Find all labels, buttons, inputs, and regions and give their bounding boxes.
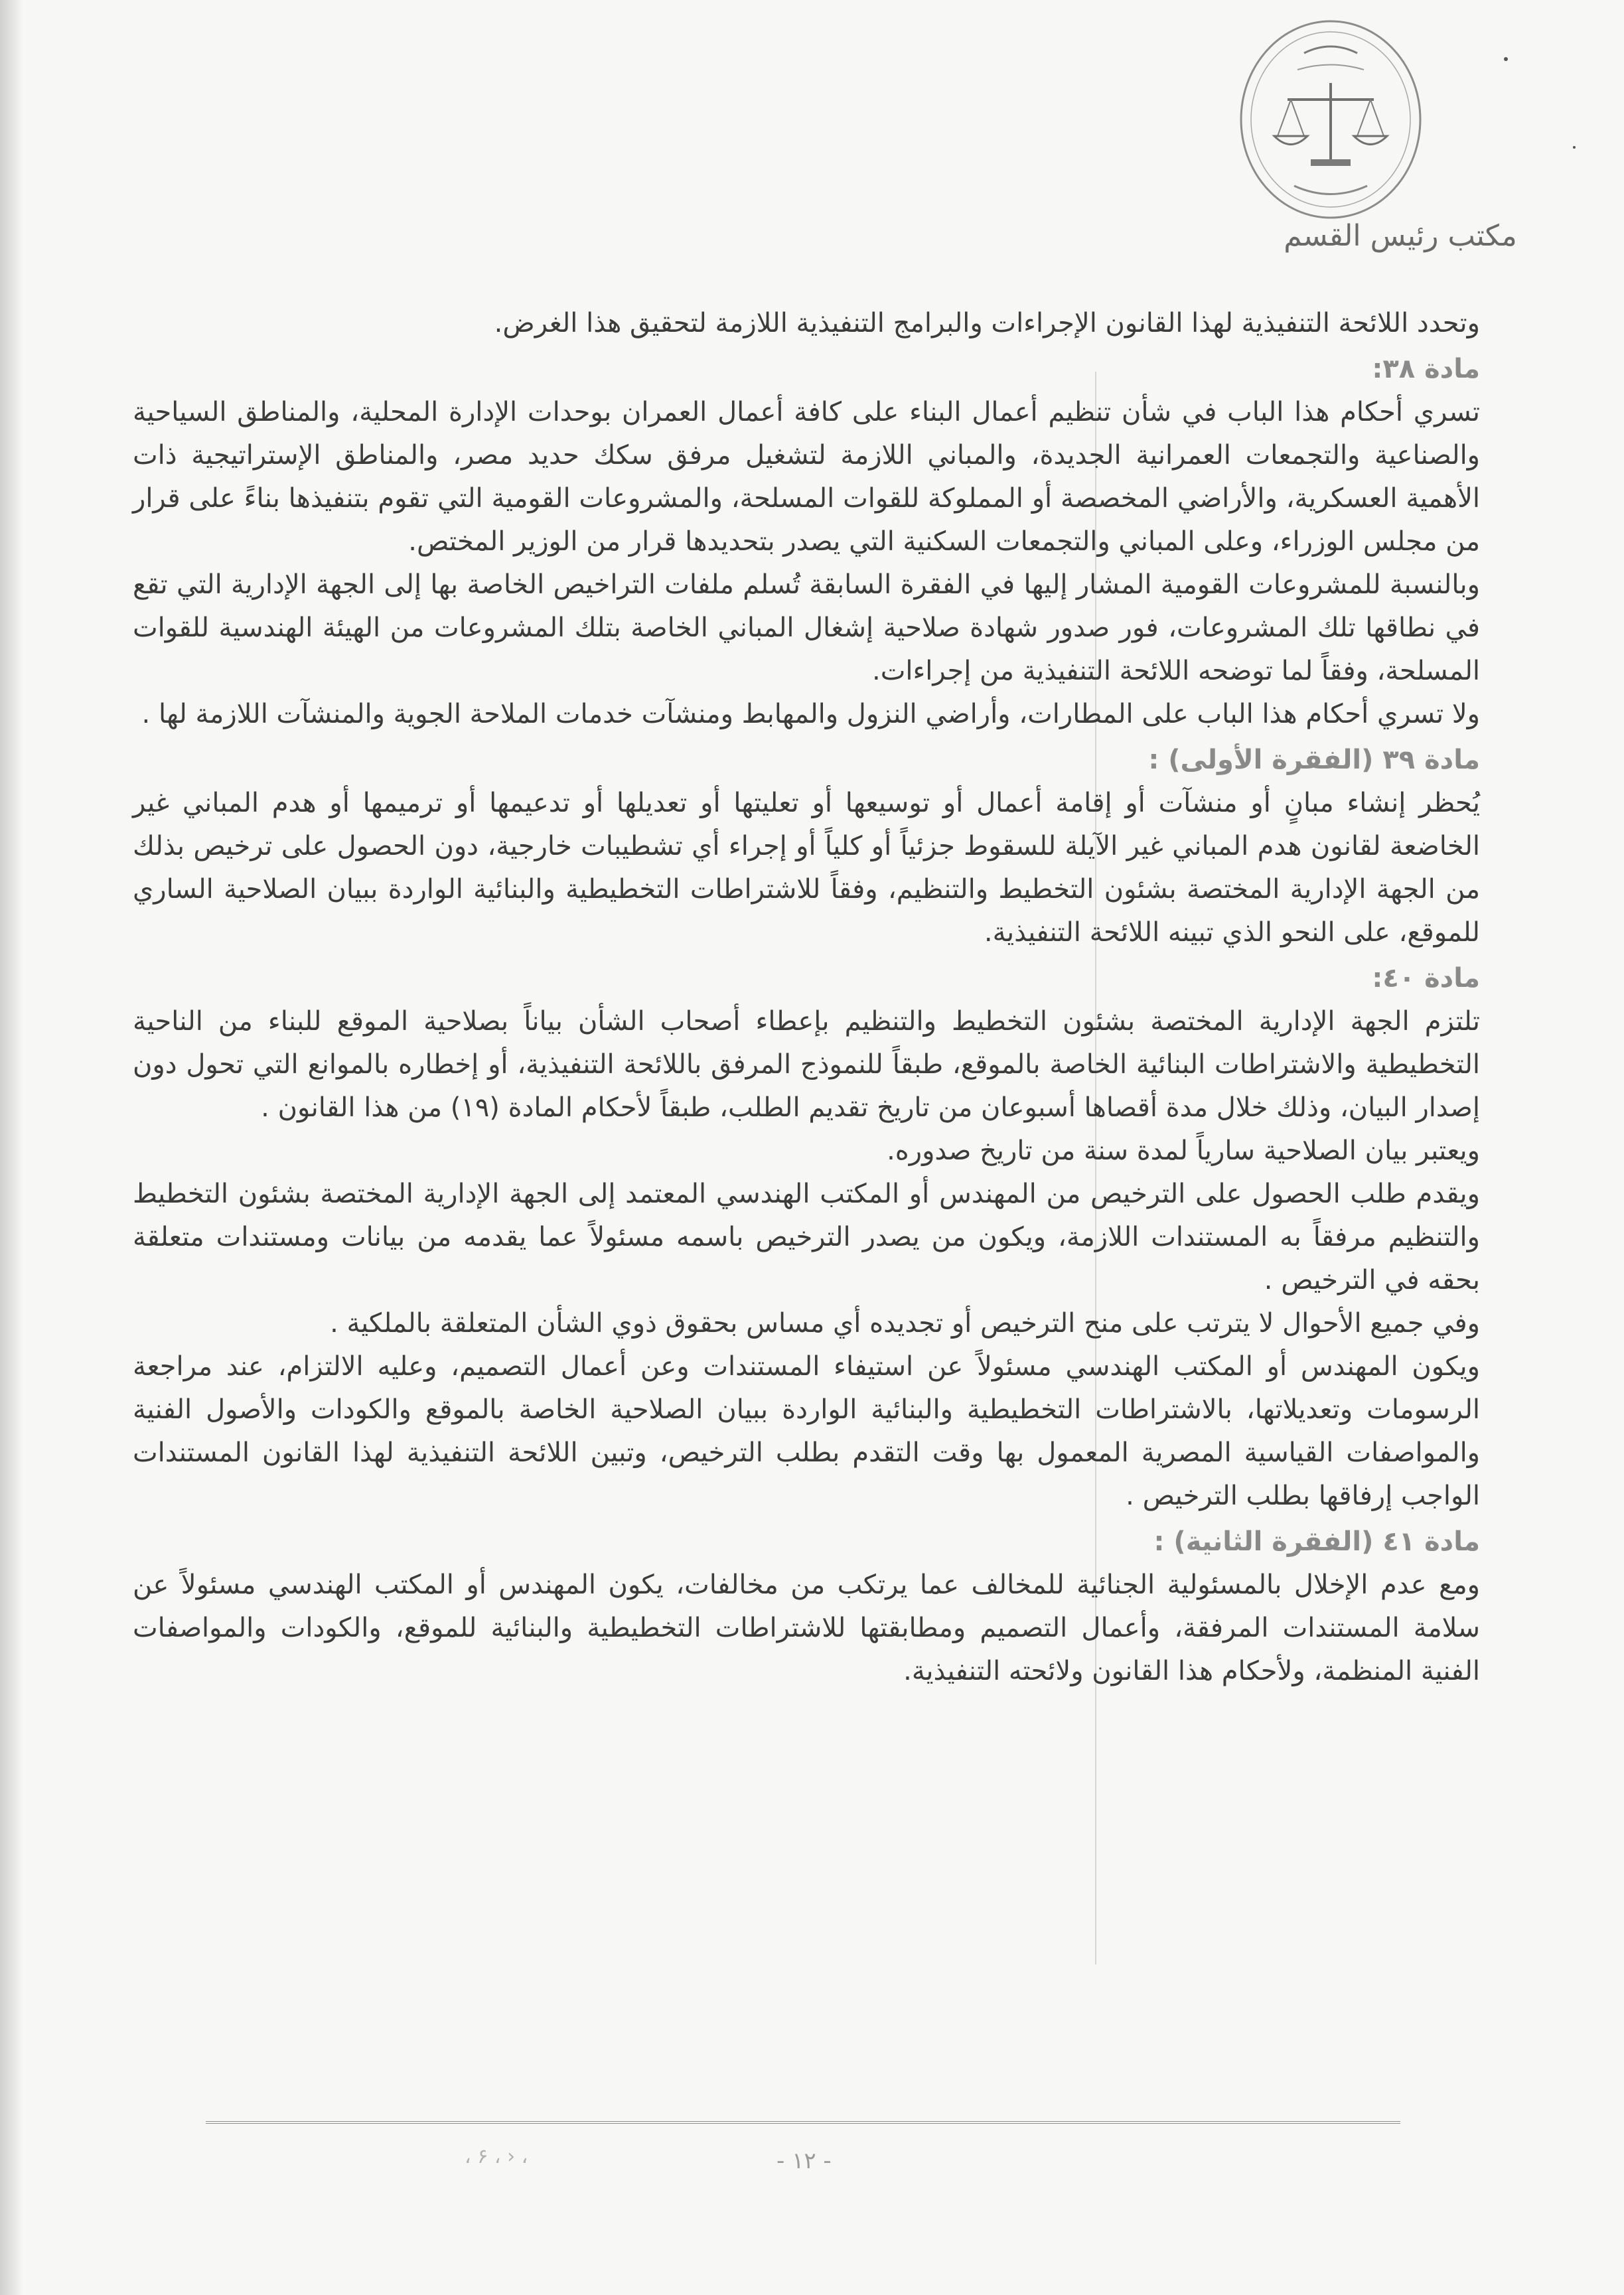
paragraph: ويعتبر بيان الصلاحية سارياً لمدة سنة من تاريخ صدوره. <box>887 1136 1480 1166</box>
article-heading: مادة ٤٠: <box>1372 963 1480 994</box>
footer-rule <box>206 2121 1400 2124</box>
scan-edge-shadow <box>0 0 23 2295</box>
paragraph: ويقدم طلب الحصول على الترخيص من المهندس أو المكتب الهندسي المعتمد إلى الجهة الإدارية المختصة بشئون التخطيط والتنظيم مرفقاً به المستندات اللازمة، ويكون من يصدر الترخيص باسمه مسئولاً عما يقدمه من بيانات ومستندات متعلقة بحقه في الترخيص . <box>133 1179 1480 1296</box>
paragraph: تلتزم الجهة الإدارية المختصة بشئون التخطيط والتنظيم بإعطاء أصحاب الشأن بياناً بصلاحية الموقع للبناء من الناحية التخطيطية والاشتراطات البنائية الخاصة بالموقع، طبقاً للنموذج المرفق باللائحة التنفيذية، أو إخطاره بالموانع التي تحول دون إصدار البيان، وذلك خلال مدة أقصاها أسبوعان من تاريخ تقديم الطلب، طبقاً لأحكام المادة (١٩) من هذا القانون . <box>133 1006 1480 1123</box>
article-heading: مادة ٣٨: <box>1372 354 1480 384</box>
paragraph: وتحدد اللائحة التنفيذية لهذا القانون الإجراءات والبرامج التنفيذية اللازمة لتحقيق هذا الغرض. <box>494 308 1480 338</box>
paragraph: وبالنسبة للمشروعات القومية المشار إليها في الفقرة السابقة تُسلم ملفات التراخيص الخاصة بها إلى الجهة الإدارية التي تقع في نطاقها تلك المشروعات، فور صدور شهادة صلاحية إشغال المباني الخاصة بتلك المشروعات من الهيئة الهندسية للقوات المسلحة، وفقاً لما توضحه اللائحة التنفيذية من إجراءات. <box>133 569 1480 686</box>
paragraph: يُحظر إنشاء مبانٍ أو منشآت أو إقامة أعمال أو توسيعها أو تعليتها أو تعديلها أو تدعيمها أو ترميمها أو هدم المباني غير الخاضعة لقانون هدم المباني غير الآيلة للسقوط جزئياً أو كلياً أو إجراء أي تشطيبات خارجية، دون الحصول على ترخيص بذلك من الجهة الإدارية المختصة بشئون التخطيط والتنظيم، وفقاً للاشتراطات التخطيطية والبنائية الواردة ببيان الصلاحية الساري للموقع، على النحو الذي تبينه اللائحة التنفيذية. <box>133 788 1480 948</box>
handwritten-mark: ، ‹ ، ۶ ، <box>465 2145 528 2168</box>
document-body <box>133 302 1480 1693</box>
article-heading: مادة ٤١ (الفقرة الثانية) : <box>1153 1526 1480 1557</box>
office-label: مكتب رئيس القسم <box>1284 219 1517 253</box>
page-number: - ١٢ - <box>776 2148 832 2174</box>
scan-speck <box>1573 146 1576 149</box>
paragraph: تسري أحكام هذا الباب في شأن تنظيم أعمال البناء على كافة أعمال العمران بوحدات الإدارة المحلية، والمناطق السياحية والصناعية والتجمعات العمرانية الجديدة، والمباني اللازمة لتشغيل مرفق سكك حديد مصر، والمناطق الإستراتيجية ذات الأهمية العسكرية، والأراضي المخصصة أو المملوكة للقوات المسلحة، والمشروعات القومية التي تقوم بتنفيذها بناءً على قرار من مجلس الوزراء، وعلى المباني والتجمعات السكنية التي يصدر بتحديدها قرار من الوزير المختص. <box>133 397 1480 557</box>
paragraph: ولا تسري أحكام هذا الباب على المطارات، وأراضي النزول والمهابط ومنشآت خدمات الملاحة الجوية والمنشآت اللازمة لها . <box>141 699 1480 729</box>
paragraph: وفي جميع الأحوال لا يترتب على منح الترخيص أو تجديده أي مساس بحقوق ذوي الشأن المتعلقة بالملكية . <box>330 1308 1480 1339</box>
scales-of-justice-seal-icon <box>1234 13 1427 219</box>
paragraph: ومع عدم الإخلال بالمسئولية الجنائية للمخالف عما يرتكب من مخالفات، يكون المهندس أو المكتب الهندسي مسئولاً عن سلامة المستندات المرفقة، وأعمال التصميم ومطابقتها للاشتراطات التخطيطية والبنائية للموقع، والكودات والمواصفات الفنية المنظمة، ولأحكام هذا القانون ولائحته التنفيذية. <box>133 1570 1480 1686</box>
paragraph: ويكون المهندس أو المكتب الهندسي مسئولاً عن استيفاء المستندات وعن أعمال التصميم، وعليه الالتزام، عند مراجعة الرسومات وتعديلاتها، بالاشتراطات التخطيطية والبنائية الواردة ببيان الصلاحية الخاصة بالموقع والكودات والأصول الفنية والمواصفات القياسية المصرية المعمول بها وقت التقدم بطلب الترخيص، وتبين اللائحة التنفيذية لهذا القانون المستندات الواجب إرفاقها بطلب الترخيص . <box>133 1351 1480 1511</box>
scan-speck <box>1504 57 1508 61</box>
article-heading: مادة ٣٩ (الفقرة الأولى) : <box>1148 745 1480 775</box>
